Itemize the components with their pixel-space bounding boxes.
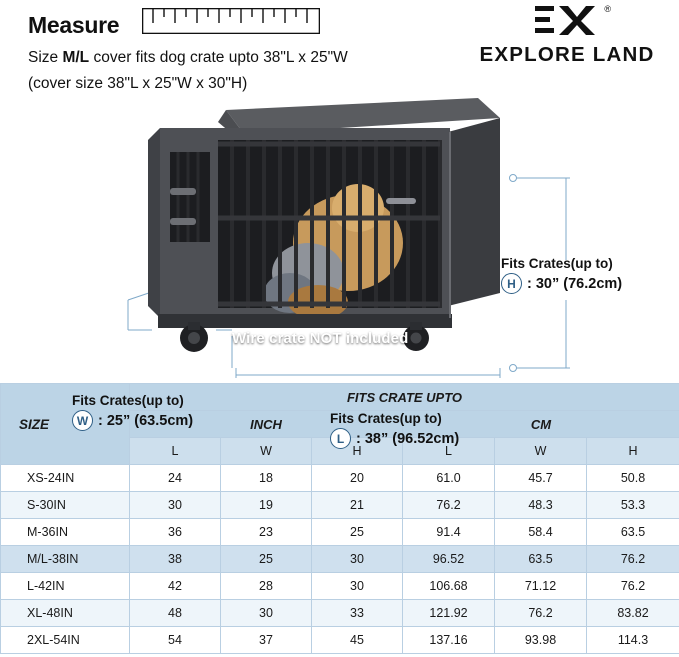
table-row: [1, 519, 679, 546]
callout-height-label: Fits Crates(up to): [501, 256, 613, 271]
table-row: [1, 600, 679, 627]
row-inch-l: 30: [130, 492, 221, 519]
row-cm-w: 58.4: [495, 519, 587, 546]
row-inch-h: 30: [312, 573, 403, 600]
callout-width-value: : 25” (63.5cm): [98, 412, 194, 429]
row-cm-h: 76.2: [587, 573, 679, 600]
size-prefix: Size: [28, 49, 63, 66]
row-cm-h: 53.3: [587, 492, 679, 519]
row-inch-l: 24: [130, 465, 221, 492]
row-size: S-30IN: [1, 492, 130, 519]
row-inch-h: 33: [312, 600, 403, 627]
row-inch-w: 30: [221, 600, 312, 627]
page-title: Measure: [28, 12, 120, 38]
callout-length-value-row: [330, 428, 545, 449]
callout-width-value-row: [72, 410, 237, 431]
callout-length: [330, 411, 545, 449]
header: [0, 0, 679, 93]
row-cm-w: 93.98: [495, 627, 587, 654]
table-header-size: SIZE: [1, 384, 130, 465]
row-cm-w: 45.7: [495, 465, 587, 492]
row-inch-l: 38: [130, 546, 221, 573]
table-header-cm-h: H: [587, 438, 679, 465]
row-cm-l: 61.0: [403, 465, 495, 492]
table-header-inch-w: W: [221, 438, 312, 465]
table-header-inch-h: H: [312, 438, 403, 465]
callout-length-value: : 38” (96.52cm): [356, 430, 460, 447]
size-suffix: cover fits dog crate upto 38"L x 25"W: [89, 49, 348, 66]
brand-block: [467, 4, 667, 67]
row-inch-h: 21: [312, 492, 403, 519]
size-code: M/L: [62, 49, 90, 66]
row-cm-l: 91.4: [403, 519, 495, 546]
row-size: L-42IN: [1, 573, 130, 600]
row-cm-h: 50.8: [587, 465, 679, 492]
callout-length-label: Fits Crates(up to): [330, 411, 442, 426]
row-cm-h: 83.82: [587, 600, 679, 627]
row-inch-l: 42: [130, 573, 221, 600]
table-header-cm-l: L: [403, 438, 495, 465]
row-size: M/L-38IN: [1, 546, 130, 573]
dog-crate-cover-image: [148, 88, 508, 348]
table-header-cm: CM: [403, 411, 679, 438]
brand-logo-icon: [535, 4, 611, 36]
row-inch-h: 20: [312, 465, 403, 492]
row-size: XS-24IN: [1, 465, 130, 492]
table-row: [1, 492, 679, 519]
row-inch-w: 19: [221, 492, 312, 519]
row-inch-w: 37: [221, 627, 312, 654]
callout-height: [501, 256, 671, 294]
table-header-inch: INCH: [130, 411, 403, 438]
ruler-icon: [142, 8, 320, 39]
row-cm-l: 96.52: [403, 546, 495, 573]
table-row-highlighted: [1, 546, 679, 573]
row-inch-h: 45: [312, 627, 403, 654]
row-cm-w: 71.12: [495, 573, 587, 600]
callout-height-value: : 30” (76.2cm): [527, 275, 623, 292]
callout-width-label: Fits Crates(up to): [72, 393, 184, 408]
callout-width: [72, 393, 237, 431]
row-cm-w: 63.5: [495, 546, 587, 573]
row-size: XL-48IN: [1, 600, 130, 627]
table-header-cm-w: W: [495, 438, 587, 465]
row-cm-h: 114.3: [587, 627, 679, 654]
width-badge-icon: W: [72, 410, 93, 431]
row-inch-l: 54: [130, 627, 221, 654]
row-inch-l: 36: [130, 519, 221, 546]
row-cm-h: 76.2: [587, 546, 679, 573]
table-row: [1, 627, 679, 654]
disclaimer-text: Wire crate NOT included: [232, 330, 409, 347]
length-badge-icon: L: [330, 428, 351, 449]
height-badge-icon: H: [501, 273, 522, 294]
table-row: [1, 465, 679, 492]
row-inch-w: 23: [221, 519, 312, 546]
row-cm-l: 121.92: [403, 600, 495, 627]
row-cm-l: 106.68: [403, 573, 495, 600]
row-size: M-36IN: [1, 519, 130, 546]
registered-trademark: ®: [604, 4, 611, 14]
brand-name: EXPLORE LAND: [479, 43, 655, 66]
table-row: [1, 573, 679, 600]
row-inch-w: 18: [221, 465, 312, 492]
row-size: 2XL-54IN: [1, 627, 130, 654]
size-description-line-2: (cover size 38"L x 25"W x 30"H): [28, 75, 248, 93]
row-cm-w: 76.2: [495, 600, 587, 627]
row-cm-l: 137.16: [403, 627, 495, 654]
table-header-inch-l: L: [130, 438, 221, 465]
row-cm-w: 48.3: [495, 492, 587, 519]
row-inch-w: 25: [221, 546, 312, 573]
row-cm-h: 63.5: [587, 519, 679, 546]
callout-height-value-row: [501, 273, 671, 294]
row-inch-h: 30: [312, 546, 403, 573]
table-header-group: FITS CRATE UPTO: [130, 384, 679, 411]
row-inch-l: 48: [130, 600, 221, 627]
row-inch-h: 25: [312, 519, 403, 546]
row-cm-l: 76.2: [403, 492, 495, 519]
row-inch-w: 28: [221, 573, 312, 600]
